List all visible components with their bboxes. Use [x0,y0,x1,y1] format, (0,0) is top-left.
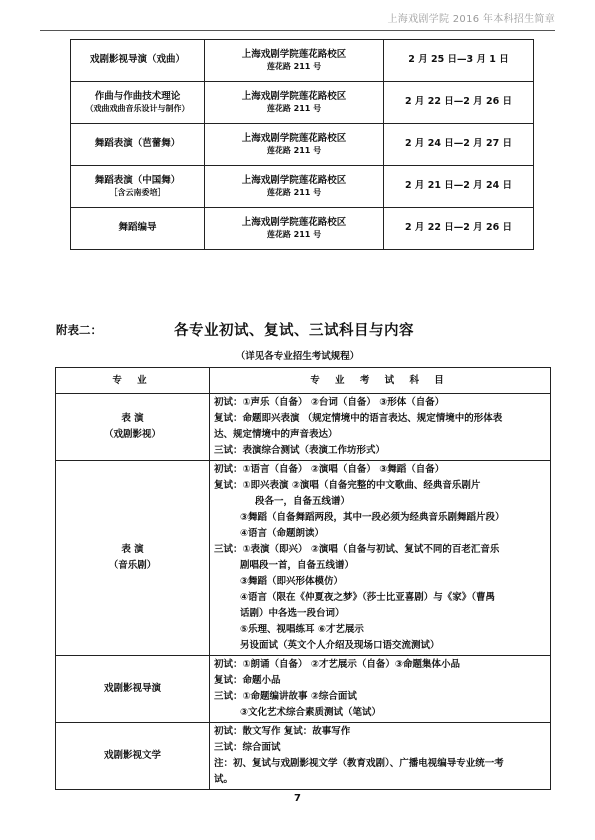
exam-subject-line: 注：初、复试与戏剧影视文学（教育戏剧）、广播电视编导专业统一考 [214,758,504,769]
exam-subject-line: 复试：命题即兴表演 （规定情境中的语言表达、规定情境中的形体表 [214,413,503,424]
exam-subjects-table-body [56,368,551,790]
exam-subjects-cell [210,461,551,656]
header-subjects: 专 业 考 试 科 目 [210,368,551,394]
exam-subject-line: 话剧）中各选一段台词） [240,608,345,619]
schedule-row [71,166,534,208]
schedule-address: 莲花路 211 号 [266,187,322,197]
appendix-title: 各专业初试、复试、三试科目与内容 [174,323,414,339]
schedule-campus: 上海戏剧学院莲花路校区 [241,48,347,60]
schedule-major-note: （戏曲戏曲音乐设计与制作） [85,103,190,113]
exam-subjects-cell [210,394,551,461]
page-header [40,8,555,31]
exam-subject-line: 三试：表演综合测试（表演工作坊形式） [214,445,386,456]
exam-subjects-table [55,367,551,790]
appendix-subtitle: （详见各专业招生考试规程） [235,351,360,362]
exam-row [56,394,551,461]
appendix-label: 附表二： [56,323,102,337]
exam-major-cell [56,723,210,790]
exam-subject-line: 达、规定情境中的声音表达） [214,429,338,440]
exam-subject-line: ④语言（限在《仲夏夜之梦》（莎士比亚喜剧）与《家》（曹禺 [240,592,496,603]
schedule-address: 莲花路 211 号 [266,145,322,155]
exam-subject-line: 初试：①声乐（自备） ②台词（自备） ③形体（自备） [214,397,445,408]
exam-major-cell [56,656,210,723]
exam-row [56,656,551,723]
schedule-row [71,208,534,250]
exam-subject-line: ③文化艺术综合素质测试（笔试） [240,707,382,718]
schedule-major-cell [71,208,205,250]
exam-row [56,461,551,656]
exam-subjects-cell [210,723,551,790]
exam-subject-line: 三试：①命题编讲故事 ②综合面试 [214,691,357,702]
schedule-address: 莲花路 211 号 [266,229,322,239]
exam-major-note: （音乐剧） [108,560,157,571]
schedule-dates: 2 月 24 日—2 月 27 日 [384,124,534,166]
schedule-dates: 2 月 22 日—2 月 26 日 [384,208,534,250]
schedule-row [71,82,534,124]
exam-subject-line: ④语言（命题朗读） [240,528,325,539]
schedule-address: 莲花路 211 号 [266,103,322,113]
schedule-location-cell [205,208,384,250]
schedule-table-body [71,40,534,250]
exam-subject-line: 剧唱段一首，自备五线谱） [240,560,355,571]
exam-subject-line: ③舞蹈（自备舞蹈两段，其中一段必须为经典音乐剧舞蹈片段） [240,512,505,523]
exam-major: 戏剧影视文学 [103,750,161,761]
schedule-major-cell [71,40,205,82]
exam-subject-line: 初试：①朗诵（自备） ②才艺展示（自备）③命题集体小品 [214,659,460,670]
exam-major: 戏剧影视导演 [103,683,161,694]
exam-subject-line: 试。 [214,774,234,785]
schedule-location-cell [205,124,384,166]
schedule-major: 舞蹈编导 [118,222,157,234]
exam-subject-line: 另设面试（英文个人介绍及现场口语交流测试） [240,640,440,651]
schedule-dates: 2 月 21 日—2 月 24 日 [384,166,534,208]
schedule-major: 舞蹈表演（芭蕾舞） [94,138,181,150]
schedule-major: 戏剧影视导演（戏曲） [89,54,185,66]
schedule-campus: 上海戏剧学院莲花路校区 [241,132,347,144]
schedule-address: 莲花路 211 号 [266,61,322,71]
exam-subject-line: 段各一，自备五线谱） [255,496,351,507]
schedule-major: 作曲与作曲技术理论 [94,90,181,102]
exam-row [56,723,551,790]
exam-subject-line: 复试：①即兴表演 ②演唱（自备完整的中文歌曲、经典音乐剧片 [214,480,481,491]
exam-major: 表 演 [121,413,144,424]
exam-subject-line: 初试：散文写作 复试：故事写作 [214,726,351,737]
exam-subject-line: 复试：命题小品 [214,675,281,686]
exam-subject-line: 三试：综合面试 [214,742,281,753]
schedule-campus: 上海戏剧学院莲花路校区 [241,90,347,102]
schedule-major-cell [71,82,205,124]
schedule-dates: 2 月 25 日—3 月 1 日 [384,40,534,82]
schedule-major: 舞蹈表演（中国舞） [94,174,181,186]
schedule-campus: 上海戏剧学院莲花路校区 [241,174,347,186]
schedule-location-cell [205,166,384,208]
exam-subjects-cell [210,656,551,723]
header-title: 上海戏剧学院 2016 年本科招生简章 [387,14,555,25]
schedule-location-cell [205,40,384,82]
exam-major-cell [56,394,210,461]
schedule-dates: 2 月 22 日—2 月 26 日 [384,82,534,124]
page-number: 7 [294,793,301,804]
exam-major-cell [56,461,210,656]
exam-major-note: （戏剧影视） [103,429,161,440]
exam-subject-line: ③舞蹈（即兴形体模仿） [240,576,344,587]
schedule-location-cell [205,82,384,124]
schedule-major-note: ［含云南委培］ [109,187,166,197]
schedule-major-cell [71,124,205,166]
exam-subject-line: 初试：①语言（自备） ②演唱（自备） ③舞蹈（自备） [214,464,445,475]
schedule-campus: 上海戏剧学院莲花路校区 [241,216,347,228]
schedule-row [71,40,534,82]
exam-table-header-row [56,368,551,394]
exam-subject-line: 三试：①表演（即兴） ②演唱（自备与初试、复试不同的百老汇音乐 [214,544,500,555]
schedule-major-cell [71,166,205,208]
schedule-table [70,39,534,250]
exam-subject-line: ⑤乐理、视唱练耳 ⑥才艺展示 [240,624,364,635]
header-major: 专 业 [56,368,210,394]
schedule-row [71,124,534,166]
exam-major: 表 演 [121,544,144,555]
